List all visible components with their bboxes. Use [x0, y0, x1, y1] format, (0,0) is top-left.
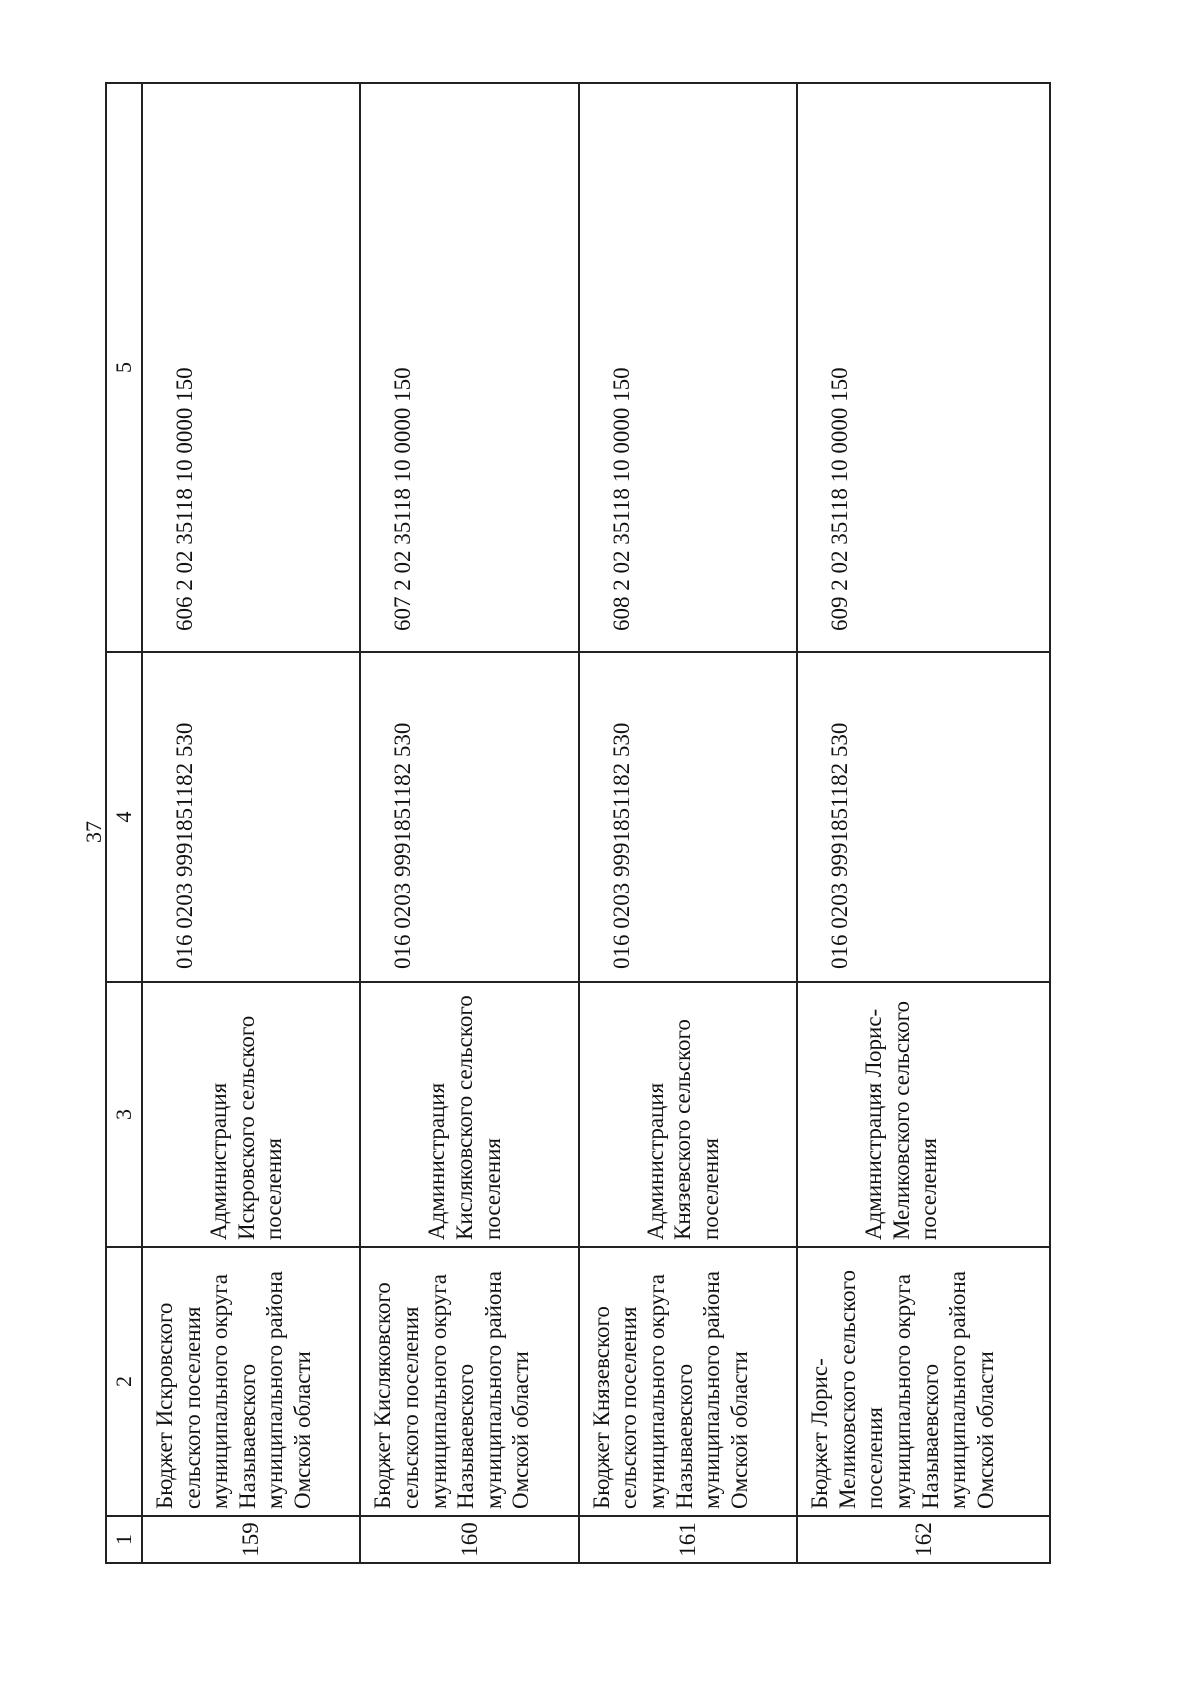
revenue-code: 607 2 02 35118 10 0000 150 [360, 83, 578, 652]
page-number [83, 812, 105, 852]
revenue-code: 606 2 02 35118 10 0000 150 [142, 83, 360, 652]
budget-table [105, 82, 1051, 1564]
revenue-code: 608 2 02 35118 10 0000 150 [579, 83, 797, 652]
table-row [579, 83, 797, 1563]
expense-code: 016 0203 9991851182 530 [360, 652, 578, 982]
table-row [797, 83, 1050, 1563]
header-col-4: 4 [106, 652, 142, 982]
revenue-code: 609 2 02 35118 10 0000 150 [797, 83, 1050, 652]
expense-code: 016 0203 9991851182 530 [797, 652, 1050, 982]
administrator-name: Администрация Князевского сельского поселения [579, 982, 797, 1247]
budget-name: Бюджет Лорис-Меликовского сельского поселения муниципального округа Называевского муниципального района Омской области [797, 1247, 1050, 1516]
header-col-3: 3 [106, 982, 142, 1247]
header-col-5: 5 [106, 83, 142, 652]
administrator-name: Администрация Искровского сельского поселения [142, 982, 360, 1247]
budget-name: Бюджет Искровского сельского поселения муниципального округа Называевского муниципального района Омской области [142, 1247, 360, 1516]
budget-table-container [105, 84, 1051, 1564]
row-number: 159 [142, 1516, 360, 1563]
row-number: 161 [579, 1516, 797, 1563]
table-row [142, 83, 360, 1563]
row-number: 160 [360, 1516, 578, 1563]
rotated-table-frame [105, 84, 1051, 1564]
administrator-name: Администрация Лорис-Меликовского сельского поселения [797, 982, 1050, 1247]
budget-name: Бюджет Кисляковского сельского поселения муниципального округа Называевского муниципального района Омской области [360, 1247, 578, 1516]
administrator-name: Администрация Кисляковского сельского поселения [360, 982, 578, 1247]
header-row [106, 83, 142, 1563]
header-col-1: 1 [106, 1516, 142, 1563]
expense-code: 016 0203 9991851182 530 [142, 652, 360, 982]
budget-name: Бюджет Князевского сельского поселения муниципального округа Называевского муниципального района Омской области [579, 1247, 797, 1516]
page-number-text: 37 [81, 821, 106, 843]
expense-code: 016 0203 9991851182 530 [579, 652, 797, 982]
row-number: 162 [797, 1516, 1050, 1563]
header-col-2: 2 [106, 1247, 142, 1516]
table-row [360, 83, 578, 1563]
